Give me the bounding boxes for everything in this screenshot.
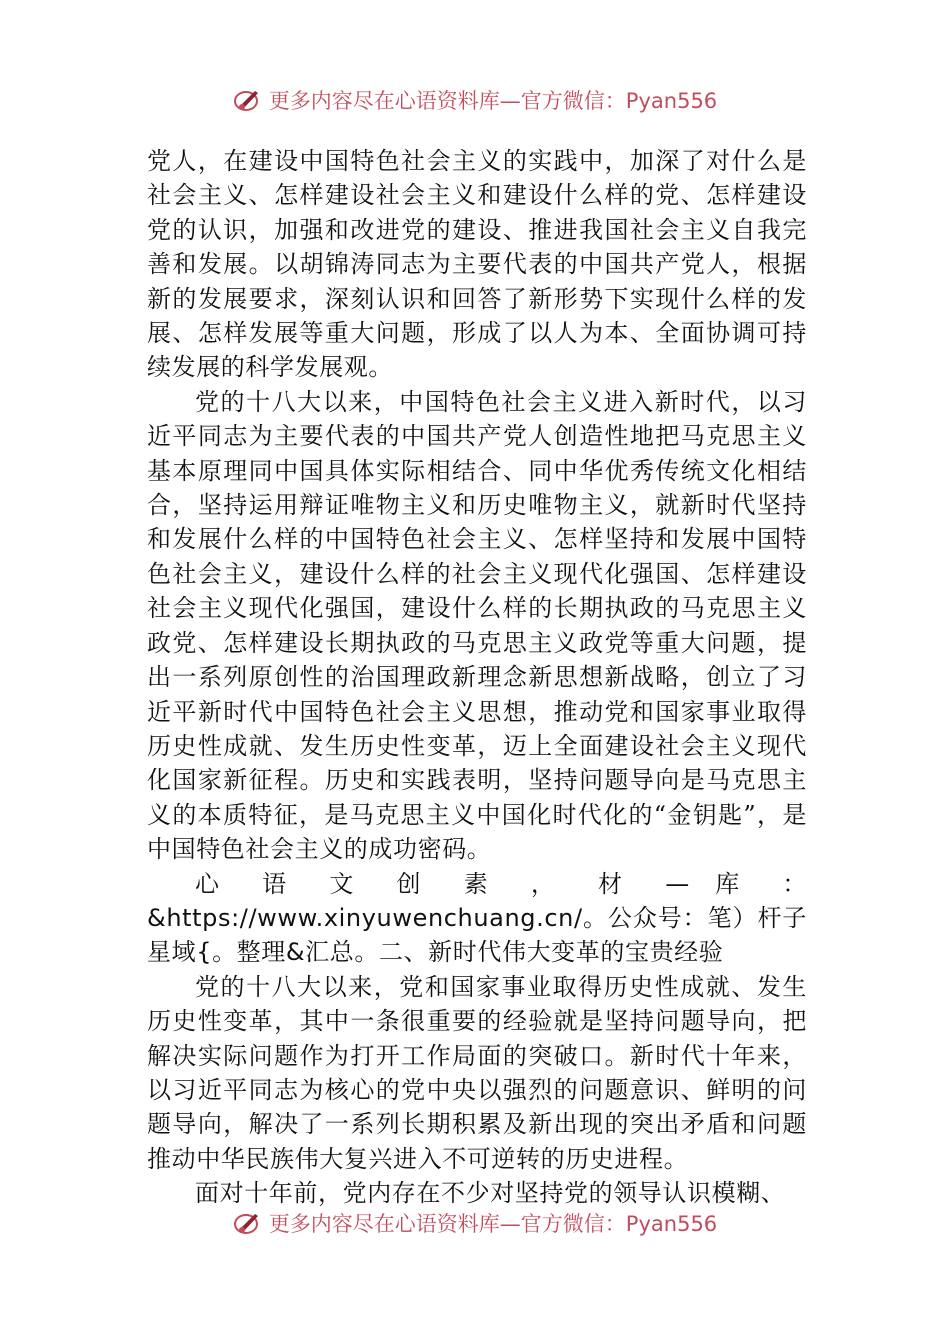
document-body (147, 144, 807, 1211)
header-watermark (0, 85, 950, 115)
watermark-text: 更多内容尽在心语资料库—官方微信：Pyan556 (268, 89, 718, 113)
paragraph: 面对十年前，党内存在不少对坚持党的领导认识模糊、 (195, 1179, 786, 1208)
brush-logo-icon (233, 85, 263, 115)
paragraph: 党人，在建设中国特色社会主义的实践中，加深了对什么是社会主义、怎样建设社会主义和建设什么样的党、怎样建设党的认识，加强和改进党的建设、推进我国社会主义自我完善和发展。以胡锦涛同志为主要代表的中国共产党人，根据新的发展要求，深刻认识和回答了新形势下实现什么样的发展、怎样发展等重大问题，形成了以人为本、全面协调可持续发展的科学发展观。 (147, 147, 807, 382)
brush-logo-icon (233, 1208, 263, 1238)
paragraph-section-heading: 心 语 文 创 素 ， 材 — 库 ： &https://www.xinyuwenchuang.cn/。公众号：笔）杆子星域{。整理&汇总。二、新时代伟大变革的宝贵经验 (147, 869, 807, 967)
footer-watermark (0, 1208, 950, 1238)
paragraph: 党的十八大以来，中国特色社会主义进入新时代，以习近平同志为主要代表的中国共产党人创造性地把马克思主义基本原理同中国具体实际相结合、同中华优秀传统文化相结合，坚持运用辩证唯物主义和历史唯物主义，就新时代坚持和发展什么样的中国特色社会主义、怎样坚持和发展中国特色社会主义，建设什么样的社会主义现代化强国、怎样建设社会主义现代化强国，建设什么样的长期执政的马克思主义政党、怎样建设长期执政的马克思主义政党等重大问题，提出一系列原创性的治国理政新理念新思想新战略，创立了习近平新时代中国特色社会主义思想，推动党和国家事业取得历史性成就、发生历史性变革，迈上全面建设社会主义现代化国家新征程。历史和实践表明，坚持问题导向是马克思主义的本质特征，是马克思主义中国化时代化的“金钥匙”，是中国特色社会主义的成功密码。 (147, 387, 807, 864)
paragraph: 党的十八大以来，党和国家事业取得历史性成就、发生历史性变革，其中一条很重要的经验就是坚持问题导向，把解决实际问题作为打开工作局面的突破口。新时代十年来，以习近平同志为核心的党中央以强烈的问题意识、鲜明的问题导向，解决了一系列长期积累及新出现的突出矛盾和问题推动中华民族伟大复兴进入不可逆转的历史进程。 (147, 972, 807, 1173)
watermark-text: 更多内容尽在心语资料库—官方微信：Pyan556 (268, 1212, 718, 1236)
